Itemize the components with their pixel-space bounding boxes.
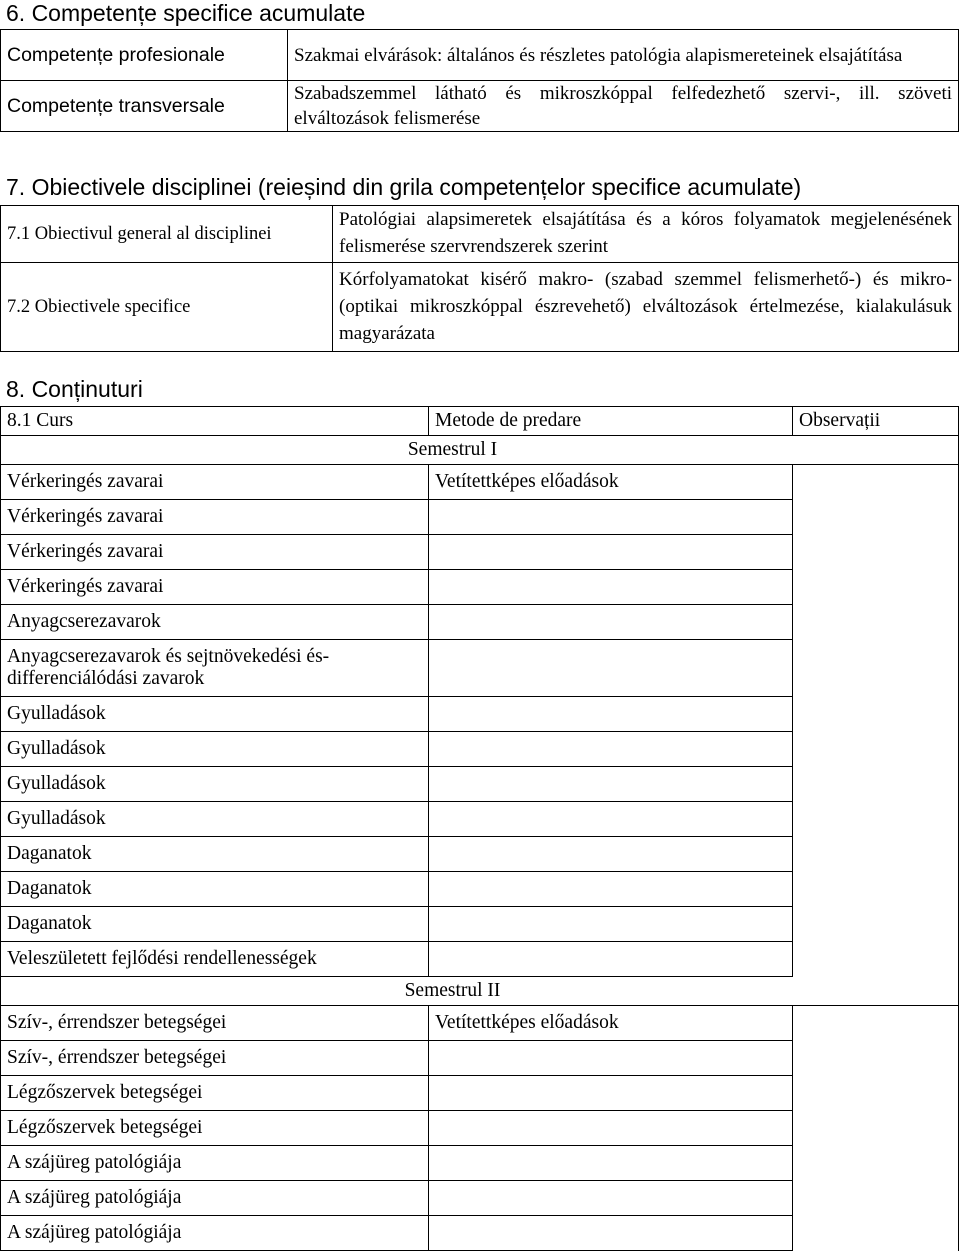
semester-1-rows <box>1 465 959 977</box>
course-topic: Veleszületett fejlődési rendellenességek <box>1 942 429 977</box>
teaching-method-cell <box>429 500 793 535</box>
general-objective-label: 7.1 Obiectivul general al disciplinei <box>1 206 333 263</box>
table-row <box>1 81 959 132</box>
teaching-method-cell <box>429 732 793 767</box>
transversal-competences-value: Szabadszemmel látható és mikroszkóppal felfedezhető szervi-, ill. szöveti elváltozások felismerése <box>288 81 959 132</box>
teaching-method-cell <box>429 907 793 942</box>
course-topic: Légzőszervek betegségei <box>1 1111 429 1146</box>
section-8-title: 8. Conținuturi <box>6 376 143 402</box>
teaching-method-cell <box>429 1111 793 1146</box>
transversal-competences-label: Competențe transversale <box>1 81 288 132</box>
semester-1-label: Semestrul I <box>1 436 959 465</box>
section-6-title: 6. Competențe specifice acumulate <box>6 0 366 26</box>
course-topic: A szájüreg patológiája <box>1 1181 429 1216</box>
teaching-method: Vetítettképes előadások <box>429 1006 793 1041</box>
section-7-title: 7. Obiectivele disciplinei (reieșind din grila competențelor specifice acumulate) <box>6 174 802 200</box>
course-topic: Daganatok <box>1 907 429 942</box>
table-row <box>1 465 959 500</box>
course-topic: Gyulladások <box>1 732 429 767</box>
professional-competences-value: Szakmai elvárások: általános és részletes patológia alapismereteinek elsajátítása <box>288 30 959 81</box>
teaching-method-cell <box>429 872 793 907</box>
teaching-method-cell <box>429 570 793 605</box>
teaching-method-cell <box>429 1216 793 1251</box>
teaching-method-cell <box>429 802 793 837</box>
semester-2-label: Semestrul II <box>1 977 959 1006</box>
course-topic: Légzőszervek betegségei <box>1 1076 429 1111</box>
course-topic: Daganatok <box>1 837 429 872</box>
teaching-method-cell <box>429 837 793 872</box>
header-metode: Metode de predare <box>429 407 793 436</box>
competences-table <box>0 29 959 132</box>
table-row <box>1 30 959 81</box>
semester-row <box>1 977 959 1006</box>
observations-cell <box>793 465 959 977</box>
observations-cell <box>793 1006 959 1251</box>
course-topic: Anyagcserezavarok <box>1 605 429 640</box>
table-row <box>1 1006 959 1041</box>
course-topic: Gyulladások <box>1 802 429 837</box>
course-topic: Vérkeringés zavarai <box>1 535 429 570</box>
teaching-method-cell <box>429 1041 793 1076</box>
teaching-method-cell <box>429 1181 793 1216</box>
contents-table <box>0 406 959 1251</box>
course-topic: Vérkeringés zavarai <box>1 500 429 535</box>
header-curs: 8.1 Curs <box>1 407 429 436</box>
teaching-method-cell <box>429 942 793 977</box>
teaching-method-cell <box>429 767 793 802</box>
general-objective-value: Patológiai alapsimeretek elsajátítása és a kóros folyamatok megjelenésének felismerése szervrendszerek szerint <box>333 206 959 263</box>
semester-2-rows <box>1 1006 959 1251</box>
teaching-method-cell <box>429 640 793 697</box>
course-topic: Vérkeringés zavarai <box>1 570 429 605</box>
teaching-method-cell <box>429 535 793 570</box>
header-observatii: Observații <box>793 407 959 436</box>
course-topic: Szív-, érrendszer betegségei <box>1 1041 429 1076</box>
teaching-method-cell <box>429 605 793 640</box>
course-topic: Anyagcserezavarok és sejtnövekedési és-differenciálódási zavarok <box>1 640 429 697</box>
course-topic: Gyulladások <box>1 697 429 732</box>
specific-objectives-value: Kórfolyamatokat kisérő makro- (szabad szemmel felismerhető-) és mikro- (optikai mikroszkóppal észrevehető) elváltozások értelmezése, kialakulásuk magyarázata <box>333 263 959 352</box>
teaching-method-cell <box>429 697 793 732</box>
specific-objectives-label: 7.2 Obiectivele specifice <box>1 263 333 352</box>
course-topic: Daganatok <box>1 872 429 907</box>
course-topic: A szájüreg patológiája <box>1 1146 429 1181</box>
teaching-method: Vetítettképes előadások <box>429 465 793 500</box>
teaching-method-cell <box>429 1076 793 1111</box>
course-topic: A szájüreg patológiája <box>1 1216 429 1251</box>
table-header-row <box>1 407 959 436</box>
semester-row <box>1 436 959 465</box>
table-row <box>1 263 959 352</box>
table-row <box>1 206 959 263</box>
course-topic: Szív-, érrendszer betegségei <box>1 1006 429 1041</box>
teaching-method-cell <box>429 1146 793 1181</box>
professional-competences-label: Competențe profesionale <box>1 30 288 81</box>
objectives-table <box>0 205 959 352</box>
course-topic: Vérkeringés zavarai <box>1 465 429 500</box>
course-topic: Gyulladások <box>1 767 429 802</box>
